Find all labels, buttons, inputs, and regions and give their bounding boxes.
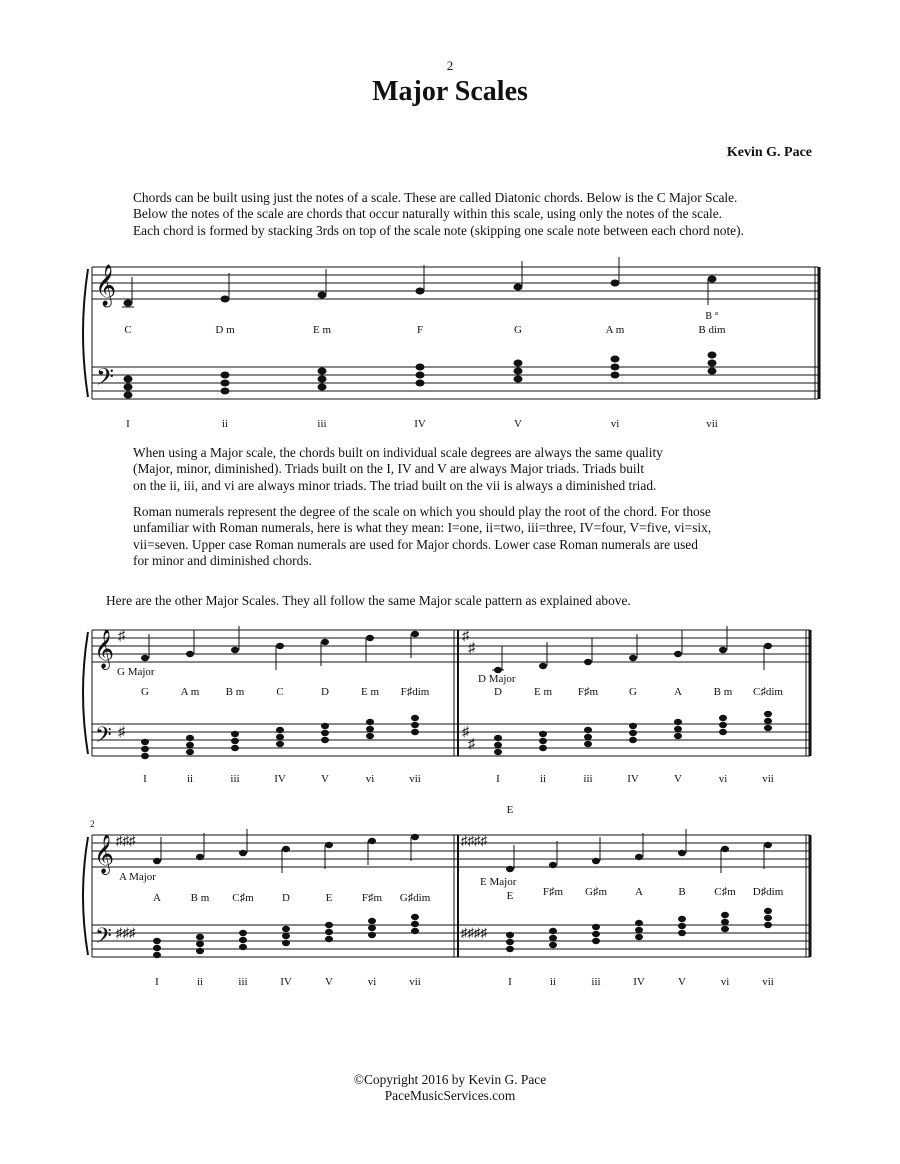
text-line: When using a Major scale, the chords built on individual scale degrees are always the same quality bbox=[133, 445, 663, 460]
roman-numeral: ii bbox=[549, 976, 557, 988]
chord-symbol: D bbox=[282, 892, 290, 904]
copyright-text: ©Copyright 2016 by Kevin G. Pace bbox=[353, 1072, 547, 1087]
text-line: vii=seven. Upper case Roman numerals are used for Major chords. Lower case Roman numerals are used bbox=[133, 536, 698, 552]
scale-notes-d bbox=[492, 626, 772, 673]
roman-numeral: vii bbox=[762, 773, 774, 785]
roman-numeral: I bbox=[126, 418, 130, 430]
chord-symbol: B m bbox=[190, 892, 210, 904]
chord-symbol: D♯dim bbox=[752, 886, 784, 898]
roman-numeral: iii bbox=[583, 773, 593, 785]
other-scales-intro: Here are the other Major Scales. They all follow the same Major scale pattern as explained above. bbox=[106, 593, 631, 608]
chord-symbol: F♯m bbox=[361, 892, 383, 904]
sharp-icon: ♯♯♯ bbox=[116, 833, 136, 848]
sharp-icon: ♯ bbox=[462, 725, 469, 740]
roman-numeral: vii bbox=[409, 976, 421, 988]
text-line: for minor and diminished chords. bbox=[133, 553, 312, 569]
roman-numeral: I bbox=[508, 976, 512, 988]
chord-symbol: G bbox=[514, 324, 522, 336]
brace-icon bbox=[83, 632, 88, 754]
a-e-major-system bbox=[0, 795, 900, 995]
scale-notes-g bbox=[141, 626, 419, 670]
roman-numeral: IV bbox=[633, 976, 645, 988]
roman-numeral: I bbox=[155, 976, 159, 988]
chord-symbol: C♯dim bbox=[753, 686, 783, 698]
bass-clef-icon: 𝄢 bbox=[95, 924, 112, 953]
page-number: 2 bbox=[446, 58, 454, 73]
measure-number: 2 bbox=[90, 819, 95, 829]
roman-numeral: IV bbox=[280, 976, 292, 988]
roman-numeral: vii bbox=[409, 773, 421, 785]
website-link[interactable]: PaceMusicServices.com bbox=[384, 1088, 516, 1103]
page-title: Major Scales bbox=[372, 76, 528, 107]
key-label: A Major bbox=[119, 871, 156, 883]
treble-staff bbox=[92, 630, 810, 662]
roman-numeral: iii bbox=[238, 976, 248, 988]
text-line: Below the notes of the scale are chords that occur naturally within this scale, using only the notes of the scale. bbox=[133, 206, 723, 222]
author-name: Kevin G. Pace bbox=[726, 145, 812, 160]
chord-symbol-extra: B ° bbox=[705, 311, 719, 322]
chord-symbol: F♯m bbox=[577, 686, 599, 698]
footer bbox=[0, 1072, 900, 1104]
chord-symbol: F♯dim bbox=[400, 686, 430, 698]
c-major-system bbox=[0, 255, 900, 435]
chord-symbol: E bbox=[506, 890, 514, 902]
roman-numeral: IV bbox=[627, 773, 639, 785]
roman-numeral: I bbox=[496, 773, 500, 785]
sharp-icon: ♯ bbox=[468, 641, 475, 656]
chord-symbol: D bbox=[321, 686, 329, 698]
roman-numeral: V bbox=[325, 976, 333, 988]
chord-symbol: C♯m bbox=[232, 892, 254, 904]
chord-symbol: E bbox=[325, 892, 333, 904]
chord-symbol: G♯m bbox=[585, 886, 607, 898]
sharp-icon: ♯ bbox=[462, 629, 469, 644]
chord-symbol: C bbox=[124, 324, 132, 336]
chord-symbol: B m bbox=[713, 686, 733, 698]
roman-numeral: ii bbox=[539, 773, 547, 785]
roman-numeral: IV bbox=[274, 773, 286, 785]
treble-clef-icon: 𝄞 bbox=[94, 836, 115, 873]
bass-clef-icon: 𝄢 bbox=[96, 365, 115, 396]
treble-staff bbox=[92, 835, 810, 867]
chord-symbol: E m bbox=[533, 686, 553, 698]
key-label: D Major bbox=[478, 673, 516, 685]
roman-numeral: vi bbox=[365, 773, 375, 785]
chord-symbol: A m bbox=[180, 686, 200, 698]
treble-clef-icon: 𝄞 bbox=[94, 631, 115, 668]
triads-a bbox=[153, 914, 419, 958]
chord-symbol: F♯m bbox=[542, 886, 564, 898]
chord-symbol: A m bbox=[605, 324, 625, 336]
chord-symbol: G bbox=[141, 686, 149, 698]
roman-numeral: ii bbox=[196, 976, 204, 988]
text-line: Each chord is formed by stacking 3rds on top of the scale note (skipping one scale note between each chord note). bbox=[133, 222, 744, 238]
roman-numeral: vi bbox=[610, 418, 620, 430]
chord-symbol: B m bbox=[225, 686, 245, 698]
chord-symbol: A bbox=[674, 686, 682, 698]
triads-e bbox=[506, 908, 772, 952]
treble-staff bbox=[92, 267, 818, 299]
chord-symbol: D bbox=[494, 686, 502, 698]
roman-numeral: vii bbox=[706, 418, 718, 430]
roman-numeral: V bbox=[321, 773, 329, 785]
chord-symbol: B bbox=[678, 886, 686, 898]
sharp-icon: ♯ bbox=[468, 737, 475, 752]
key-label: G Major bbox=[117, 666, 155, 678]
roman-numeral: vi bbox=[718, 773, 728, 785]
roman-numeral: iii bbox=[317, 418, 327, 430]
sharp-icon: ♯♯♯♯ bbox=[461, 833, 487, 848]
chord-symbol: A bbox=[635, 886, 643, 898]
bass-staff bbox=[92, 724, 810, 756]
roman-numeral: iii bbox=[230, 773, 240, 785]
explain-paragraph-2 bbox=[133, 504, 711, 570]
sharp-icon: ♯♯♯♯ bbox=[461, 925, 487, 940]
chord-symbol: G bbox=[629, 686, 637, 698]
roman-numeral: I bbox=[143, 773, 147, 785]
roman-numeral: IV bbox=[414, 418, 426, 430]
roman-numeral: vi bbox=[367, 976, 377, 988]
floating-label: E bbox=[506, 804, 514, 816]
chord-symbol: B dim bbox=[698, 324, 726, 336]
roman-numeral: ii bbox=[186, 773, 194, 785]
sharp-icon: ♯ bbox=[118, 725, 125, 740]
roman-numeral: iii bbox=[591, 976, 601, 988]
roman-numeral: V bbox=[678, 976, 686, 988]
key-label: E Major bbox=[480, 876, 517, 888]
treble-clef-icon: 𝄞 bbox=[95, 265, 117, 305]
brace-icon bbox=[83, 269, 88, 397]
text-line: Chords can be built using just the notes of a scale. These are called Diatonic chords. Below is the C Major Scale. bbox=[133, 190, 738, 205]
chord-symbol: E m bbox=[312, 324, 332, 336]
triads-d bbox=[494, 711, 772, 755]
chord-symbol: C bbox=[276, 686, 284, 698]
chord-symbol: F bbox=[416, 324, 424, 336]
chord-symbol: A bbox=[153, 892, 161, 904]
text-line: unfamiliar with Roman numerals, here is what they mean: I=one, ii=two, iii=three, IV=four, V=five, vi=six, bbox=[133, 520, 712, 536]
explain-paragraph-1 bbox=[133, 445, 663, 494]
text-line: on the ii, iii, and vi are always minor triads. The triad built on the vii is always a diminished triad. bbox=[133, 477, 657, 493]
chord-symbol: D m bbox=[215, 324, 235, 336]
g-d-major-system bbox=[0, 620, 900, 790]
roman-numeral: ii bbox=[221, 418, 229, 430]
chord-symbol: G♯dim bbox=[399, 892, 431, 904]
roman-numeral: V bbox=[674, 773, 682, 785]
sharp-icon: ♯♯♯ bbox=[116, 925, 136, 940]
intro-paragraph bbox=[133, 190, 744, 239]
sharp-icon: ♯ bbox=[118, 629, 125, 644]
roman-numeral: V bbox=[514, 418, 522, 430]
text-line: Roman numerals represent the degree of the scale on which you should play the root of the chord. For those bbox=[133, 504, 711, 519]
chord-symbol: E m bbox=[360, 686, 380, 698]
roman-numeral: vi bbox=[720, 976, 730, 988]
brace-icon bbox=[83, 837, 88, 955]
triads-g bbox=[141, 715, 419, 759]
text-line: (Major, minor, diminished). Triads built on the I, IV and V are always Major triads. Triads built bbox=[133, 461, 645, 477]
roman-numeral: vii bbox=[762, 976, 774, 988]
bass-clef-icon: 𝄢 bbox=[95, 723, 112, 752]
chord-symbol: C♯m bbox=[714, 886, 736, 898]
